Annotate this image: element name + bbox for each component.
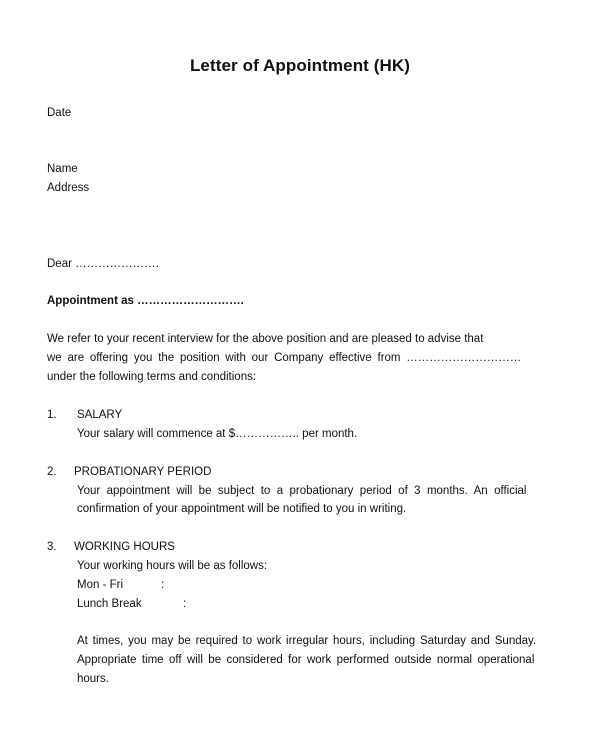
document-title: Letter of Appointment (HK): [189, 56, 411, 75]
appointment-as: Appointment as ……………………….: [47, 295, 244, 307]
irregular-hours-line-3: hours.: [77, 673, 109, 685]
section-heading-salary: SALARY: [77, 409, 123, 421]
working-hours-text: Your working hours will be as follows:: [77, 560, 268, 572]
intro-line-3: under the following terms and conditions:: [47, 371, 257, 383]
schedule-label-mon-fri: Mon - Fri: [77, 579, 123, 591]
section-number: 1.: [47, 409, 57, 421]
salary-text: Your salary will commence at $…………….. per month.: [77, 428, 358, 440]
greeting: Dear ………………….: [47, 258, 159, 270]
probation-line-2: confirmation of your appointment will be notified to you in writing.: [77, 503, 407, 515]
section-number: 2.: [47, 466, 57, 478]
irregular-hours-line-2: Appropriate time off will be considered for work performed outside normal operational: [77, 654, 535, 666]
probation-line-1: Your appointment will be subject to a probationary period of 3 months. An official: [77, 485, 527, 497]
section-heading-probation: PROBATIONARY PERIOD: [74, 466, 212, 478]
irregular-hours-line-1: At times, you may be required to work irregular hours, including Saturday and Sunday.: [77, 635, 537, 647]
schedule-label-lunch-break: Lunch Break: [77, 598, 142, 610]
address-label: Address: [47, 182, 90, 194]
schedule-separator: :: [183, 598, 187, 610]
name-label: Name: [47, 163, 78, 175]
schedule-separator: :: [161, 579, 165, 591]
section-number: 3.: [47, 541, 57, 553]
intro-line-2: we are offering you the position with our Company effective from …………………………: [47, 352, 522, 364]
intro-line-1: We refer to your recent interview for the above position and are pleased to advise that: [47, 333, 484, 345]
date-label: Date: [47, 107, 72, 119]
section-heading-working-hours: WORKING HOURS: [74, 541, 175, 553]
